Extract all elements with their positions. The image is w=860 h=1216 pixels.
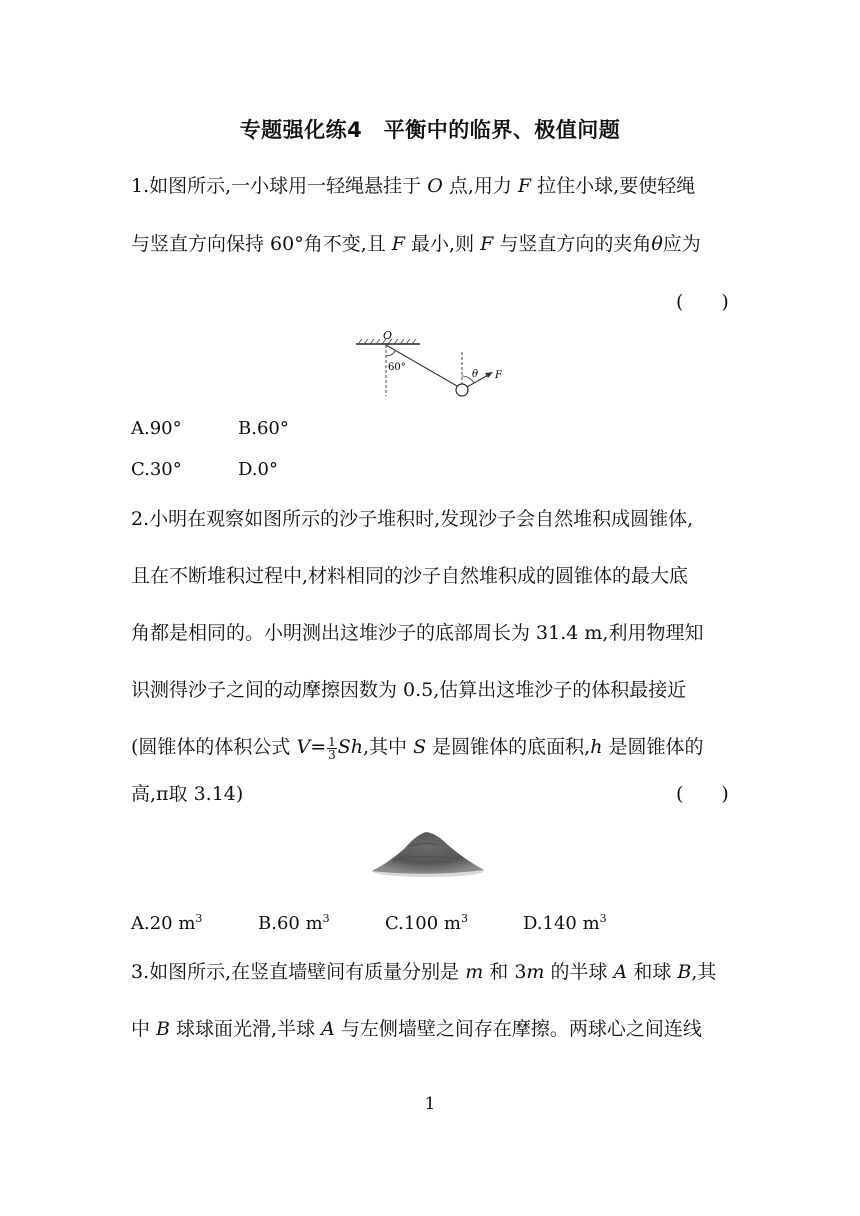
q3-line-1-text: 3.如图所示,在竖直墙壁间有质量分别是 m 和 3m 的半球 A 和球 B,其 (131, 961, 717, 983)
point-o-label: O (383, 330, 393, 342)
q1-option-d[interactable]: D.0° (238, 459, 278, 480)
q1-option-c[interactable]: C.30° (131, 459, 182, 480)
ball (456, 384, 468, 396)
q2-line-2: 且在不断堆积过程中,材料相同的沙子自然堆积成的圆锥体的最大底 (131, 565, 689, 587)
q2-line-1: 2.小明在观察如图所示的沙子堆积时,发现沙子会自然堆积成圆锥体, (131, 508, 694, 530)
q2-answer-bracket: ( ) (676, 783, 729, 805)
q2-line-4: 识测得沙子之间的动摩擦因数为 0.5,估算出这堆沙子的体积最接近 (131, 679, 687, 701)
force-f-label: F (495, 370, 502, 381)
q3-line-2: 中 B 球球面光滑,半球 A 与左侧墙壁之间存在摩擦。两球心之间连线 (131, 1018, 702, 1040)
q2-option-d[interactable]: D.140 $m^3$ (523, 912, 607, 934)
sand-pile (372, 832, 484, 874)
q1-option-b[interactable]: B.60° (238, 418, 289, 439)
page-number: 1 (424, 1094, 436, 1114)
angle-arc (386, 351, 396, 357)
q2-line-6: 高,π取 3.14) (131, 783, 244, 805)
q1-answer-bracket: ( ) (676, 291, 729, 313)
q3-line-1 (131, 958, 731, 986)
q2-sand-pile-figure (368, 823, 488, 879)
page-title: 专题强化练4 平衡中的临界、极值问题 (239, 118, 621, 142)
q2-option-b[interactable]: B.60 $m^3$ (258, 912, 330, 934)
force-arrowhead (485, 372, 493, 378)
q1-option-a[interactable]: A.90° (131, 418, 182, 439)
q1-figure (350, 330, 520, 400)
theta-label: θ (472, 369, 479, 380)
force-arrow (467, 374, 490, 387)
angle-60-label: 60° (388, 362, 406, 373)
q2-line-3: 角都是相同的。小明测出这堆沙子的底部周长为 31.4 m,利用物理知 (131, 622, 704, 644)
q1-line-1-text: 1.如图所示,一小球用一轻绳悬挂于 O 点,用力 F 拉住小球,要使轻绳 (131, 175, 696, 197)
q2-option-c[interactable]: C.100 $m^3$ (385, 912, 468, 934)
fraction-one-third: $\frac{1}{3}$ (328, 734, 336, 762)
q1-line-2: 与竖直方向保持 60°角不变,且 F 最小,则 F 与竖直方向的夹角θ应为 (131, 233, 701, 255)
q1-line-1 (131, 172, 731, 200)
q2-line-5: (圆锥体的体积公式 V= $\frac{1}{3}$ Sh,其中 S 是圆锥体的底面积,h 是圆锥体的 (131, 734, 704, 762)
q2-option-a[interactable]: A.20 $m^3$ (131, 912, 203, 934)
